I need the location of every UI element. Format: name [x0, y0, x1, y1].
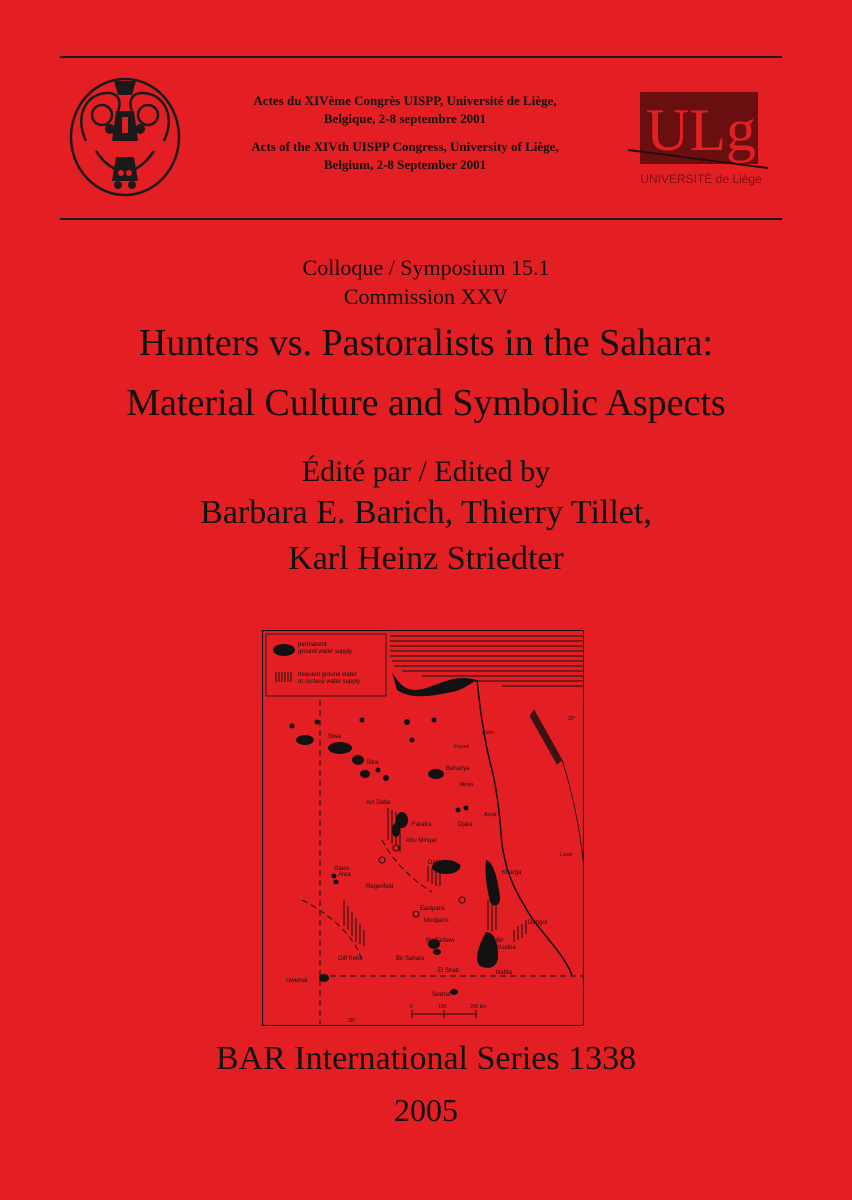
congress-acts-text	[196, 92, 614, 174]
uispp-seal-logo	[66, 71, 184, 199]
editors-line-1: Barbara E. Barich, Thierry Tillet,	[200, 494, 652, 531]
place-sitra: Sitra	[366, 760, 379, 766]
place-farafra: Farafra	[412, 822, 432, 828]
map-legend	[266, 634, 386, 696]
place-bir-kiseiba: Bir	[496, 938, 504, 944]
place-dakhla: Dakhla	[428, 860, 447, 866]
place-glass-area: Glass	[334, 866, 350, 872]
year-label: 2005	[394, 1092, 458, 1128]
symposium-label: Colloque / Symposium 15.1	[302, 255, 550, 280]
place-glass-area-2: Area	[338, 872, 351, 878]
place-bir-sahara: Bir Sahara	[396, 956, 425, 962]
label-25-degrees: 25°	[348, 1018, 356, 1024]
acts-en-line1: Acts of the XIVth UISPP Congress, University of Liège,	[251, 139, 559, 154]
place-siwa: Siwa	[328, 734, 342, 740]
acts-fr-line1: Actes du XIVème Congrès UISPP, Université de Liège,	[253, 93, 557, 108]
place-dungul: Dungul	[528, 920, 548, 926]
place-nabta: Nabta	[496, 970, 513, 976]
legend-item1-line2: ground water supply	[298, 649, 353, 655]
place-regenfeld: Regenfeld	[366, 884, 394, 890]
place-kharga: Kharga	[502, 870, 522, 876]
legend-item1-line1: permanent	[298, 642, 327, 648]
scale-100: 100	[438, 1004, 447, 1010]
place-eastpans: Eastpans	[420, 906, 446, 912]
egypt-water-map	[262, 630, 584, 1026]
label-30-degrees: 30°	[568, 716, 576, 722]
bottom-rule	[60, 218, 782, 220]
scale-200: 200 km	[470, 1004, 487, 1010]
place-djara: Djara	[458, 822, 473, 828]
logo-caption: UNIVERSITÉ de Liège	[640, 172, 762, 186]
edited-by-label: Édité par / Edited by	[301, 455, 551, 488]
place-abu-minqar: Abu Minqar	[406, 838, 437, 844]
legend-item2-line1: frequent ground water	[298, 672, 357, 678]
title-line-2: Material Culture and Symbolic Aspects	[126, 382, 726, 424]
acts-en-line2: Belgium, 2-8 September 2001	[323, 157, 487, 172]
place-luxor: Luxor	[560, 852, 573, 858]
acts-fr-line2: Belgique, 2-8 septembre 2001	[323, 111, 487, 126]
place-bir-kiseiba-2: Kiseiba	[496, 945, 516, 951]
place-bir-tarfawi: Bir Tarfawi	[426, 938, 454, 944]
place-asyut: Asyut	[484, 812, 497, 818]
place-el-shab: El Shab	[438, 968, 460, 974]
place-uweinat: Uweinat	[286, 978, 308, 984]
editors-line-2: Karl Heinz Striedter	[288, 540, 564, 577]
place-fayum: Fayum	[454, 744, 470, 750]
logo-text: ULg	[646, 97, 756, 163]
place-minya: Minya	[460, 782, 474, 788]
top-rule	[60, 56, 782, 58]
place-selima: Selima	[432, 992, 451, 998]
legend-item2-line2: or surface water supply	[298, 679, 361, 685]
commission-label: Commission XXV	[343, 284, 509, 309]
place-mudpans: Mudpans	[424, 918, 449, 924]
series-label: BAR International Series 1338	[215, 1040, 637, 1077]
title-line-1: Hunters vs. Pastoralists in the Sahara:	[138, 322, 714, 364]
place-bahariya: Bahariya	[446, 766, 470, 772]
scale-0: 0	[410, 1004, 413, 1010]
place-ain-dalla: Ain Dalla	[366, 800, 391, 806]
place-cairo: Cairo	[482, 730, 494, 736]
place-gilf-kebir: Gilf Kebir	[338, 956, 363, 962]
